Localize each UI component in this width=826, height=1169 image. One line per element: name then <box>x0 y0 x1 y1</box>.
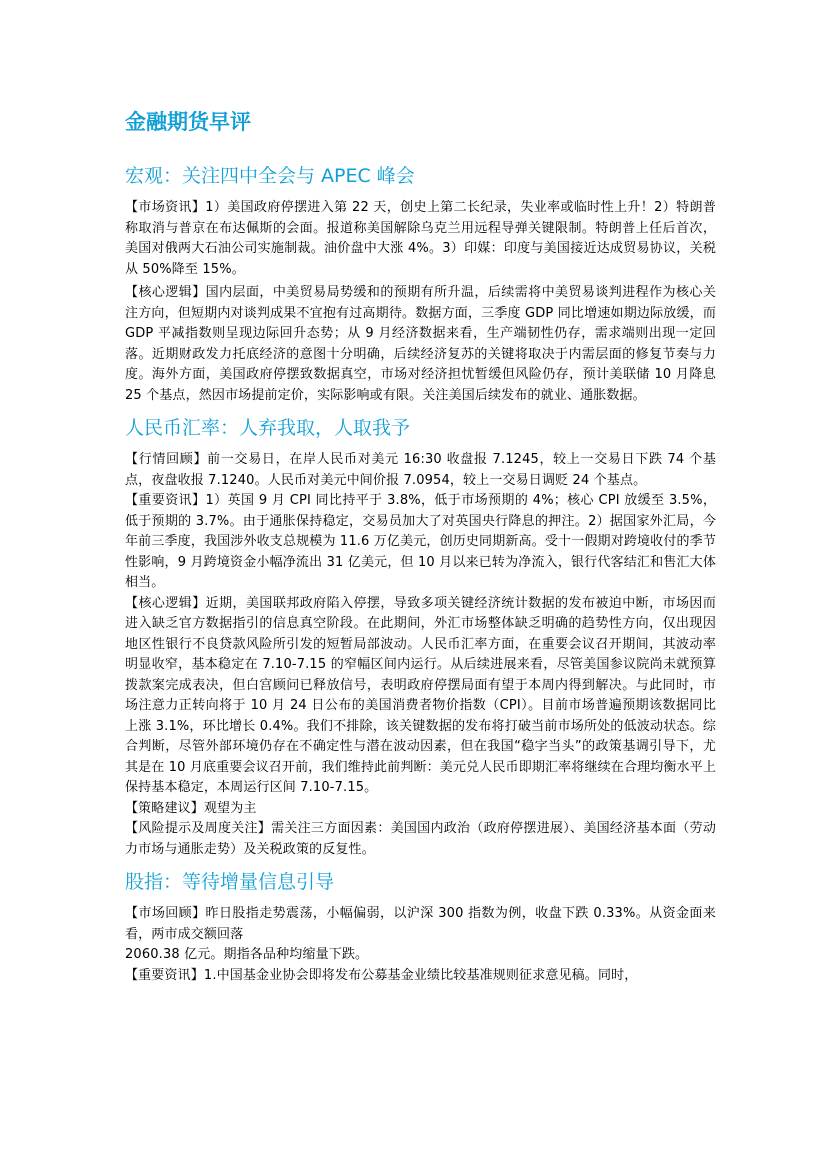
paragraph <box>125 198 716 280</box>
paragraph-text: 1.中国基金业协会即将发布公募基金业绩比较基准规则征求意见稿。同时， <box>203 967 638 983</box>
section-macro <box>125 160 716 406</box>
paragraph <box>125 491 716 594</box>
paragraph <box>125 945 716 966</box>
paragraph-text: 昨日股指走势震荡，小幅偏弱，以沪深 300 指数为例，收盘下跌 0.33%。从资金面来看，两市成交额回落 <box>125 906 716 942</box>
paragraph-text: 需关注三方面因素：美国国内政治（政府停摆进展）、美国经济基本面（劳动力市场与通胀走势）及关税政策的反复性。 <box>125 821 716 857</box>
paragraph-tag: 【重要资讯】 <box>125 493 206 508</box>
paragraph-text: 国内层面，中美贸易局势缓和的预期有所升温，后续需将中美贸易谈判进程作为核心关注方向，但短期内对谈判成果不宜抱有过高期待。数据方面，三季度 GDP 同比增速如期边际放缓，而 GDP 平减指数则呈现边际回升态势；从 9 月经济数据来看，生产端韧性仍存，需求端则出现一定回落。近期财政发力托底经济的意图十分明确，后续经济复苏的关键将取决于内需层面的修复节奏与力度。海外方面，美国政府停摆致数据真空，市场对经济担忧暂缓但风险仍存，预计美联储 10 月降息 25 个基点，然因市场提前定价，实际影响或有限。关注美国后续发布的就业、通胀数据。 <box>125 285 717 403</box>
paragraph-tag: 【重要资讯】 <box>125 967 204 983</box>
section-rmb <box>125 412 716 860</box>
paragraph-tag: 【市场回顾】 <box>125 906 206 921</box>
document-page <box>125 106 716 992</box>
paragraph <box>125 799 716 820</box>
paragraph-tag: 【市场资讯】 <box>125 200 206 215</box>
doc-title: 金融期货早评 <box>125 110 251 134</box>
paragraph-text: 1）美国政府停摆进入第 22 天，创史上第二长纪录，失业率或临时性上升！2）特朗普称取消与普京在布达佩斯的会面。报道称美国解除乌克兰用远程导弹关键限制。特朗普上任后首次，美国对俄两大石油公司实施制裁。油价盘中大涨 4%。3）印媒：印度与美国接近达成贸易协议，关税从 50%降至 15%。 <box>125 200 717 277</box>
paragraph-text: 近期，美国联邦政府陷入停摆，导致多项关键经济统计数据的发布被迫中断，市场因而进入缺乏官方数据指引的信息真空阶段。在此期间，外汇市场整体缺乏明确的趋势性方向，仅出现因地区性银行不良贷款风险所引发的短暂局部波动。人民币汇率方面，在重要会议召开期间，其波动率明显收窄，基本稳定在 7.10-7.15 的窄幅区间内运行。从后续进展来看，尽管美国参议院尚未就预算拨款案完成表决，但白宫顾问已释放信号，表明政府停摆局面有望于本周内得到解决。与此同时，市场注意力正转向将于 10 月 24 日公布的美国消费者物价指数（CPI）。目前市场普遍预期该数据同比上涨 3.1%，环比增长 0.4%。我们不排除，该关键数据的发布将打破当前市场所处的低波动状态。综合判断，尽管外部环境仍存在不确定性与潜在波动因素，但在我国“稳字当头”的政策基调引导下，尤其是在 10 月底重要会议召开前，我们维持此前判断：美元兑人民币即期汇率将继续在合理均衡水平上保持基本稳定，本周运行区间 7.10-7.15。 <box>125 595 717 795</box>
paragraph-tag: 【核心逻辑】 <box>125 285 206 300</box>
paragraph-text: 前一交易日，在岸人民币对美元 16:30 收盘报 7.1245，较上一交易日下跌 74 个基点，夜盘收报 7.1240。人民币对美元中间价报 7.0954，较上一交易日调贬 24 个基点。 <box>125 452 716 488</box>
paragraph-tag: 【风险提示及周度关注】 <box>125 821 272 836</box>
paragraph <box>125 819 716 860</box>
section-title: 宏观：关注四中全会与 APEC 峰会 <box>125 165 415 187</box>
section-title: 人民币汇率：人弃我取，人取我予 <box>125 417 411 439</box>
section-title: 股指：等待增量信息引导 <box>125 871 335 893</box>
paragraph-tag: 【行情回顾】 <box>125 452 208 467</box>
paragraph <box>125 450 716 491</box>
paragraph <box>125 904 716 945</box>
section-stock-index <box>125 866 716 986</box>
paragraph-tag: 【策略建议】 <box>125 800 204 816</box>
paragraph-text: 1）英国 9 月 CPI 同比持平于 3.8%，低于市场预期的 4%；核心 CPI 放缓至 3.5%，低于预期的 3.7%。由于通胀保持稳定，交易员加大了对英国央行降息的押注。2）据国家外汇局，今年前三季度，我国涉外收支总规模为 11.6 万亿美元，创历史同期新高。受十一假期对跨境收付的季节性影响，9 月跨境资金小幅净流出 31 亿美元，但 10 月以来已转为净流入，银行代客结汇和售汇大体相当。 <box>125 493 717 590</box>
paragraph <box>125 283 716 406</box>
paragraph-text: 2060.38 亿元。期指各品种均缩量下跌。 <box>125 947 369 962</box>
paragraph <box>125 966 716 987</box>
paragraph-tag: 【核心逻辑】 <box>125 595 206 611</box>
paragraph-text: 观望为主 <box>203 800 257 816</box>
paragraph <box>125 594 716 799</box>
